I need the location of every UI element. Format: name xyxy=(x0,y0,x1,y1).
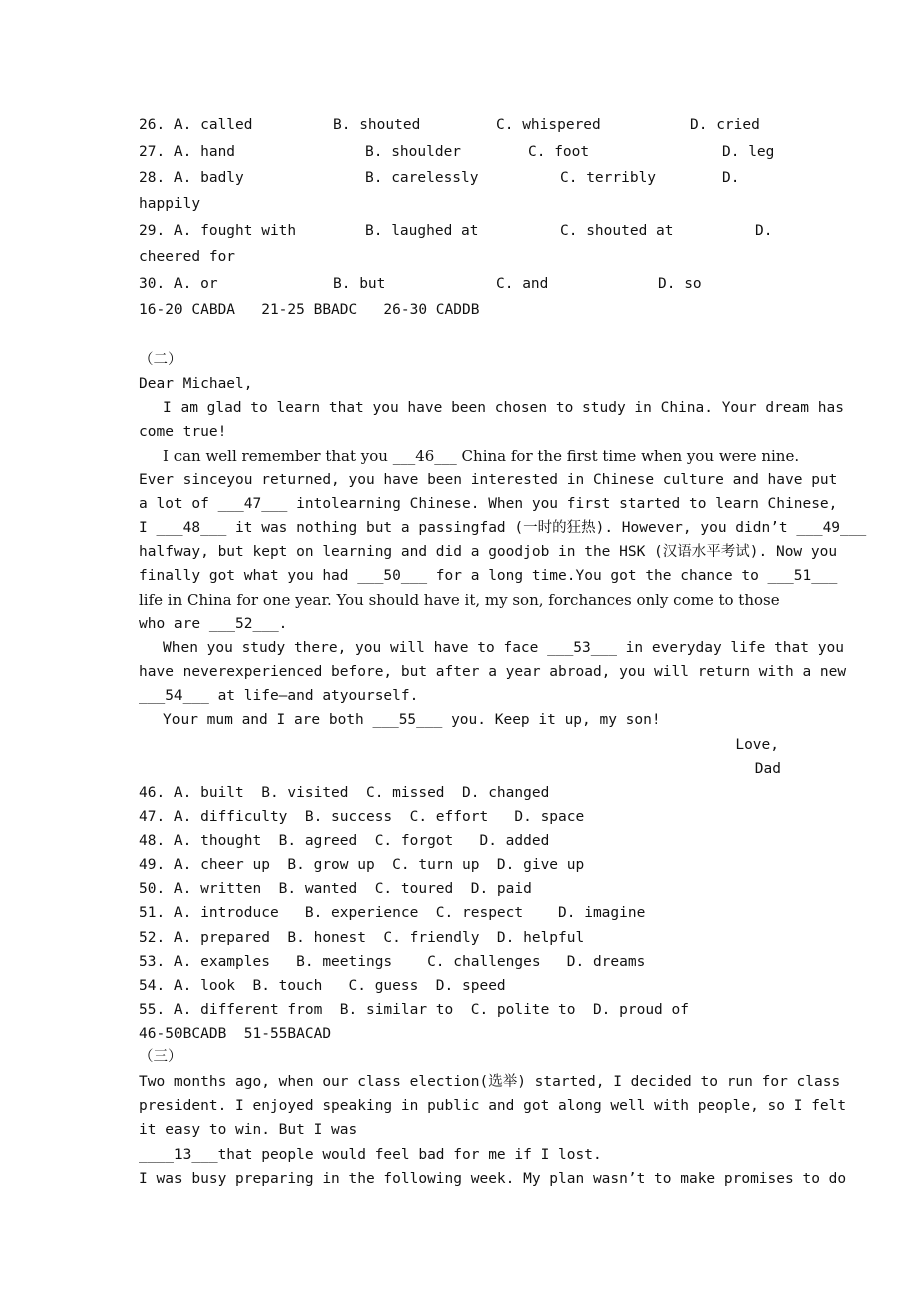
option-52: 52. A. prepared B. honest C. friendly D. helpful xyxy=(139,930,585,946)
letter-p1-line2: come true! xyxy=(139,424,227,440)
q27-a: 27. A. hand xyxy=(139,144,236,160)
option-50: 50. A. written B. wanted C. toured D. paid xyxy=(139,881,532,897)
letter-p3-line1: When you study there, you will have to face ___53___ in everyday life that you xyxy=(163,640,844,656)
option-49: 49. A. cheer up B. grow up C. turn up D. give up xyxy=(139,857,585,873)
q26-d: D. cried xyxy=(690,117,760,133)
q29-b: B. laughed at xyxy=(365,223,479,239)
q30-a: 30. A. or xyxy=(139,276,218,292)
letter-p2-line5: halfway, but kept on learning and did a goodjob in the HSK (汉语水平考试). Now you xyxy=(139,544,838,560)
section-3-heading: （三） xyxy=(139,1049,183,1065)
q28-a: 28. A. badly xyxy=(139,170,244,186)
q27-b: B. shoulder xyxy=(365,144,462,160)
letter-p2-line6: finally got what you had ___50___ for a long time.You got the chance to ___51___ xyxy=(139,568,838,584)
option-51: 51. A. introduce B. experience C. respect D. imagine xyxy=(139,905,646,921)
letter-p3-line3: ___54___ at life—and atyourself. xyxy=(139,688,419,704)
q28-b: B. carelessly xyxy=(365,170,479,186)
q27-d: D. leg xyxy=(722,144,775,160)
q28-d-wrap: happily xyxy=(139,196,201,212)
section-2-heading: （二） xyxy=(139,352,183,368)
option-47: 47. A. difficulty B. success C. effort D. space xyxy=(139,809,585,825)
letter-p2-line4: I ___48___ it was nothing but a passingfad (一时的狂热). However, you didn’t ___49___ xyxy=(139,520,867,536)
q30-b: B. but xyxy=(333,276,386,292)
letter-p3-line2: have neverexperienced before, but after a year abroad, you will return with a new xyxy=(139,664,847,680)
q29-a: 29. A. fought with xyxy=(139,223,297,239)
option-48: 48. A. thought B. agreed C. forgot D. added xyxy=(139,833,550,849)
option-55: 55. A. different from B. similar to C. polite to D. proud of xyxy=(139,1002,689,1018)
q29-d: D. xyxy=(755,223,773,239)
q30-c: C. and xyxy=(496,276,549,292)
q27-c: C. foot xyxy=(528,144,590,160)
s3-line3: it easy to win. But I was xyxy=(139,1122,358,1138)
s3-line4: ____13___that people would feel bad for me if I lost. xyxy=(139,1147,602,1163)
letter-p2-line3: a lot of ___47___ intolearning Chinese. When you first started to learn Chinese, xyxy=(139,496,838,512)
option-54: 54. A. look B. touch C. guess D. speed xyxy=(139,978,506,994)
q28-d: D. xyxy=(722,170,740,186)
s3-line1: Two months ago, when our class election(选举) started, I decided to run for class xyxy=(139,1074,841,1090)
letter-p2-line1: I can well remember that you ___46___ China for the first time when you were nine. xyxy=(163,447,800,465)
letter-closing: Love, xyxy=(735,737,779,753)
letter-p2-line2: Ever sinceyou returned, you have been interested in Chinese culture and have put xyxy=(139,472,838,488)
s3-line2: president. I enjoyed speaking in public and got along well with people, so I felt xyxy=(139,1098,847,1114)
letter-salutation: Dear Michael, xyxy=(139,376,253,392)
q26-a: 26. A. called xyxy=(139,117,253,133)
option-53: 53. A. examples B. meetings C. challenges D. dreams xyxy=(139,954,646,970)
letter-signature: Dad xyxy=(754,761,781,777)
q26-c: C. whispered xyxy=(496,117,601,133)
letter-p2-line7: life in China for one year. You should have it, my son, forchances only come to those xyxy=(139,591,780,609)
q29-d-wrap: cheered for xyxy=(139,249,236,265)
q28-c: C. terribly xyxy=(560,170,657,186)
q26-b: B. shouted xyxy=(333,117,421,133)
letter-p2-line8: who are ___52___. xyxy=(139,616,288,632)
s3-line5: I was busy preparing in the following week. My plan wasn’t to make promises to do xyxy=(139,1171,847,1187)
q30-d: D. so xyxy=(658,276,702,292)
answers-46-55: 46-50BCADB 51-55BACAD xyxy=(139,1026,332,1042)
q29-c: C. shouted at xyxy=(560,223,674,239)
option-46: 46. A. built B. visited C. missed D. changed xyxy=(139,785,550,801)
letter-p4-line1: Your mum and I are both ___55___ you. Keep it up, my son! xyxy=(163,712,661,728)
letter-p1-line1: I am glad to learn that you have been chosen to study in China. Your dream has xyxy=(163,400,844,416)
answers-16-30: 16-20 CABDA 21-25 BBADC 26-30 CADDB xyxy=(139,302,480,318)
